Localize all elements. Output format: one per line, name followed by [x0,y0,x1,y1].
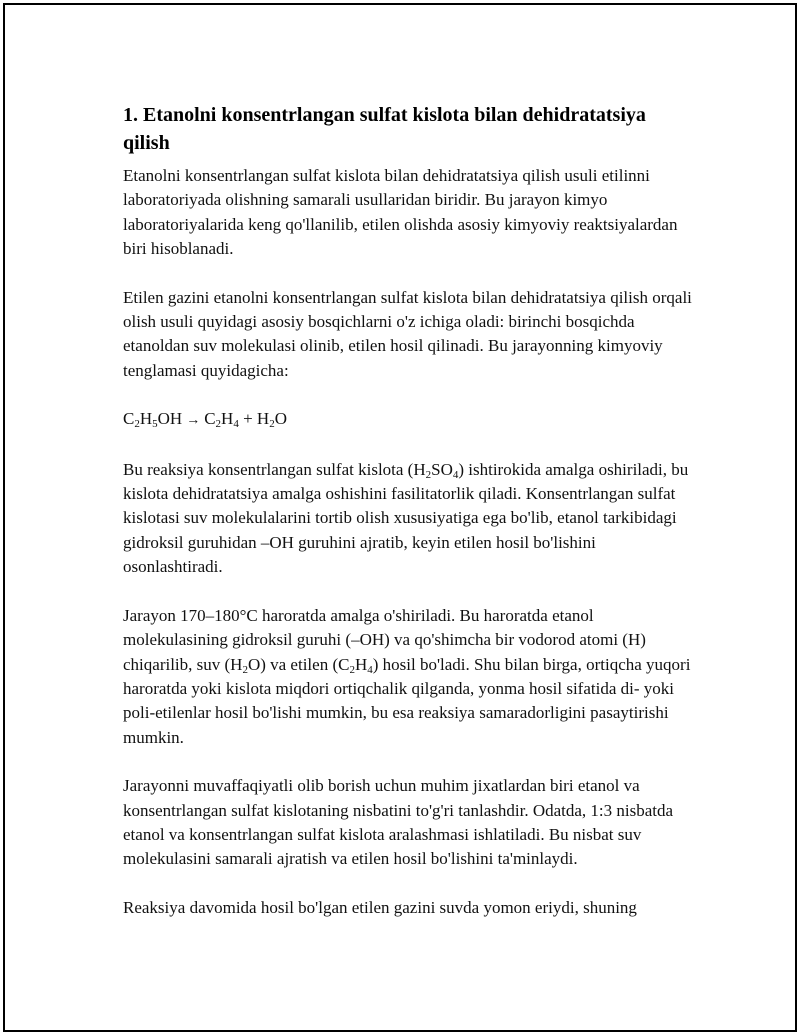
paragraph-gas-collection: Reaksiya davomida hosil bo'lgan etilen gazini suvda yomon eriydi, shuning [123,897,637,917]
paragraph-intro: Etanolni konsentrlangan sulfat kislota bilan dehidratatsiya qilish usuli etilinni laboratoriyada olishning samarali usullaridan biridir. Bu jarayon kimyo laboratoriyalarida keng qo'llanilib, etilen olishda asosiy kimyoviy reaktsiyalardan biri hisoblanadi. [123,166,678,259]
reaction-arrow: → [186,413,201,429]
paragraph-catalyst: Bu reaksiya konsentrlangan sulfat kislota $(H_2SO_4)$ ishtirokida amalga oshiriladi, bu kislota dehidratatsiya amalga oshishini fasilitatorlik qiladi. Konsentrlangan sulfat kislotasi suv molekulalarini tortib olish xususiyatiga ega bo'lib, etanol tarkibidagi gidroksil guruhidan –OH guruhini ajratib, keyin etilen hosil bo'lishini osonlashtiradi. [123,459,689,577]
paragraph-ratio: Jarayonni muvaffaqiyatli olib borish uchun muhim jixatlardan biri etanol va konsentrlangan sulfat kislotaning nisbatini to'g'ri tanlashdir. Odatda, 1:3 nisbatda etanol va konsentrlangan sulfat kislota aralashmasi ishlatiladi. Bu nisbat suv molekulasini samarali ajratish va etilen hosil bo'lishini ta'minlaydi. [123,776,674,869]
paragraph-process: Etilen gazini etanolni konsentrlangan sulfat kislota bilan dehidratatsiya qilish orqali olish usuli quyidagi asosiy bosqichlarni o'z ichiga oladi: birinchi bosqichda etanoldan suv molekulasi olinib, etilen hosil qilinadi. Bu jarayonning kimyoviy tenglamasi quyidagicha: [123,287,692,380]
document-body [123,101,695,920]
page-frame [3,3,797,1032]
chemical-equation: $C_2H_5OH \to C_2H_4 + H_2O$ [123,409,287,431]
section-heading: 1. Etanolni konsentrlangan sulfat kislota bilan dehidratatsiya qilish [123,104,646,154]
paragraph-temperature: Jarayon 170–180°C haroratda amalga o'shiriladi. Bu haroratda etanol molekulasining gidroksil guruhi (–OH) va qo'shimcha bir vodorod atomi (H) chiqarilib, suv $(H_2O)$ va etilen $(C_2H_4)$ hosil bo'ladi. Shu bilan birga, ortiqcha yuqori haroratda yoki kislota miqdori ortiqchalik qilganda, yonma hosil sifatida di- yoki poli-etilenlar hosil bo'lishi mumkin, bu esa reaksiya samaradorligini pasaytirishi mumkin. [123,605,691,747]
